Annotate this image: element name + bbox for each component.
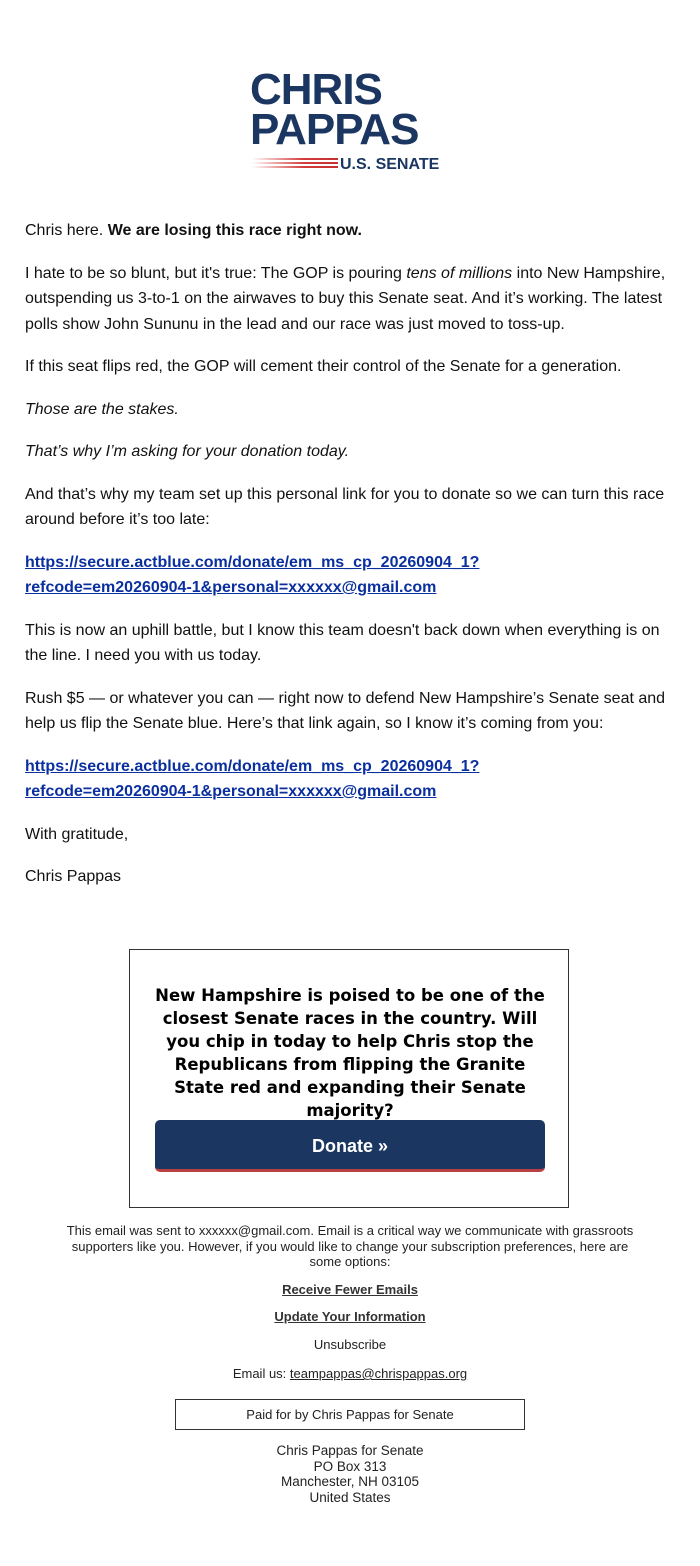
footer-email: Email us: teampappas@chrispappas.org: [232, 1366, 468, 1381]
unsubscribe-link[interactable]: Unsubscribe: [313, 1336, 387, 1352]
intro-paragraph: Chris here. We are losing this race right now.: [25, 222, 362, 239]
address-line: Chris Pappas for Senate: [276, 1443, 424, 1458]
donate-link-2-paragraph: [25, 754, 680, 805]
paragraph-gop-spending: I hate to be so blunt, but it's true: The GOP is pouring tens of millions into New Hampshire, outspending us 3-to-1 on the airwaves to buy this Senate seat. And it’s working. The latest polls show John Sununu in the lead and our race was just moved to toss-up.: [25, 264, 666, 333]
update-information-link[interactable]: Update Your Information: [274, 1309, 426, 1324]
mailing-address: [200, 1443, 500, 1505]
address-line: United States: [309, 1489, 391, 1505]
receive-fewer-emails-link[interactable]: Receive Fewer Emails: [282, 1281, 418, 1297]
contact-email-link[interactable]: teampappas@chrispappas.org: [289, 1366, 468, 1381]
email-footer: [60, 1223, 640, 1382]
paragraph-uphill: This is now an uphill battle, but I know this team doesn't back down when everything is on the line. I need you with us today.: [25, 621, 660, 664]
donate-button[interactable]: Donate »: [155, 1120, 545, 1172]
paid-for-disclaimer: Paid for by Chris Pappas for Senate: [175, 1399, 525, 1430]
logo-stripes-icon: [252, 158, 338, 172]
campaign-logo: [250, 65, 460, 178]
paragraph-personal-link: And that’s why my team set up this personal link for you to donate so we can turn this race around before it’s too late:: [25, 485, 665, 528]
logo-subtitle: U.S. SENATE: [340, 156, 440, 173]
callout-pitch: New Hampshire is poised to be one of the closest Senate races in the country. Will you chip in today to help Chris stop the Republicans from flipping the Granite State red and expanding their Senate majority?: [155, 986, 545, 1120]
intro-emphasis: We are losing this race right now.: [107, 222, 362, 239]
closing: With gratitude,: [25, 825, 129, 843]
paragraph-stakes-detail: If this seat flips red, the GOP will cement their control of the Senate for a generation.: [25, 358, 622, 375]
donate-link-1-paragraph: [25, 550, 680, 601]
footer-notice: This email was sent to xxxxxx@gmail.com. Email is a critical way we communicate with grassroots supporters like you. However, if you would like to change your subscription preferences, here are some options:: [66, 1223, 634, 1269]
logo-last-name: PAPPAS: [250, 105, 419, 154]
email-body: [25, 218, 680, 907]
address-line: Manchester, NH 03105: [280, 1474, 420, 1489]
donate-link-2[interactable]: https://secure.actblue.com/donate/em_ms_cp_20260904_1? refcode=em20260904-1&personal=xxxxxx@gmail.com: [25, 757, 480, 800]
logo-first-name: CHRIS: [250, 65, 382, 114]
donate-callout: [129, 949, 569, 1208]
paragraph-rush: Rush $5 — or whatever you can — right now to defend New Hampshire’s Senate seat and help us flip the Senate blue. Here’s that link again, so I know it’s coming from you:: [25, 689, 666, 732]
address-line: PO Box 313: [313, 1458, 387, 1474]
signature: Chris Pappas: [25, 868, 122, 885]
paragraph-stakes: Those are the stakes.: [25, 400, 179, 418]
donate-link-1[interactable]: https://secure.actblue.com/donate/em_ms_cp_20260904_1? refcode=em20260904-1&personal=xxxxxx@gmail.com: [25, 553, 480, 596]
paragraph-ask: That’s why I’m asking for your donation today.: [25, 443, 350, 460]
